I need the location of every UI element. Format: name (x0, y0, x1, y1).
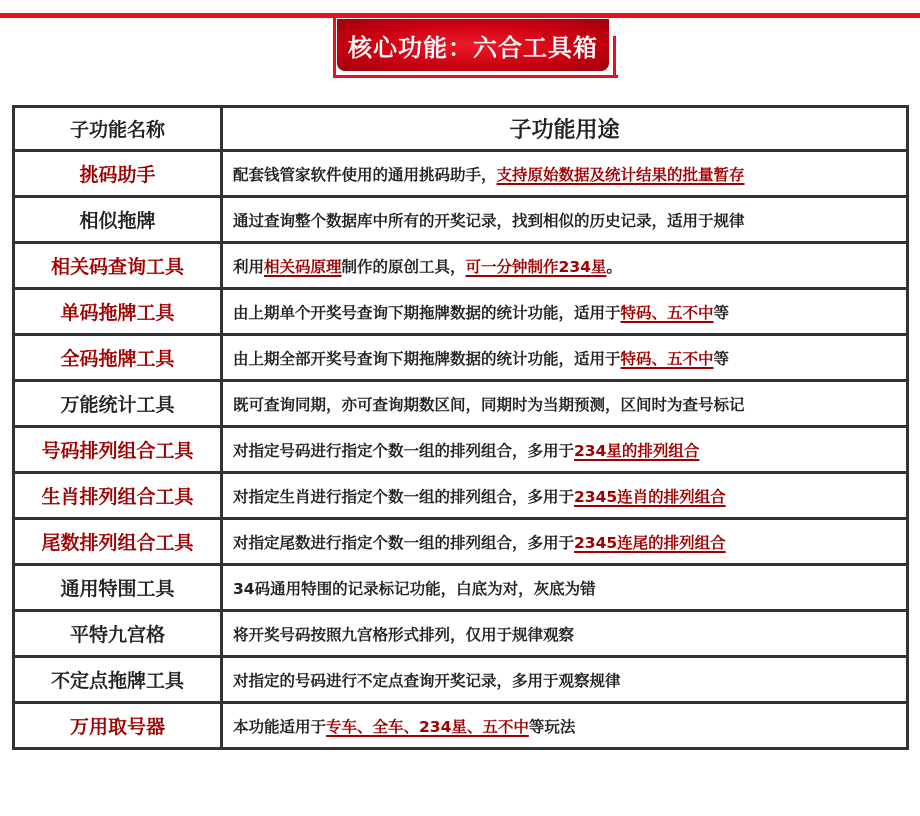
feature-usage (222, 473, 908, 519)
table-row (14, 611, 908, 657)
header-feature-name: 子功能名称 (14, 107, 222, 151)
feature-name: 全码拖牌工具 (14, 335, 222, 381)
table-row (14, 197, 908, 243)
feature-name: 平特九宫格 (14, 611, 222, 657)
usage-text: 本功能适用于 (233, 717, 327, 736)
usage-text: 利用 (233, 257, 265, 276)
usage-text: 34码通用特围的记录标记功能，白底为对，灰底为错 (233, 579, 596, 598)
table-row (14, 473, 908, 519)
feature-usage (222, 197, 908, 243)
highlight-text: 相关码原理 (264, 257, 342, 276)
table-row (14, 151, 908, 197)
feature-usage (222, 335, 908, 381)
usage-text: 配套钱管家软件使用的通用挑码助手， (233, 165, 497, 184)
header-feature-usage: 子功能用途 (222, 107, 908, 151)
table-row (14, 565, 908, 611)
feature-name: 不定点拖牌工具 (14, 657, 222, 703)
feature-usage (222, 151, 908, 197)
table-row (14, 381, 908, 427)
table-header-row (14, 107, 908, 151)
usage-text: 等 (713, 349, 730, 368)
feature-name: 尾数排列组合工具 (14, 519, 222, 565)
table-row (14, 243, 908, 289)
usage-text: 由上期单个开奖号查询下期拖牌数据的统计功能，适用于 (233, 303, 621, 322)
feature-name: 万用取号器 (14, 703, 222, 749)
highlight-text: 特码、五不中 (620, 303, 714, 322)
highlight-text: 支持原始数据及统计结果的批量暂存 (496, 165, 745, 184)
feature-name: 万能统计工具 (14, 381, 222, 427)
feature-usage (222, 703, 908, 749)
table-row (14, 657, 908, 703)
feature-usage (222, 381, 908, 427)
highlight-text: 2345连尾的排列组合 (574, 533, 726, 552)
usage-text: 对指定尾数进行指定个数一组的排列组合，多用于 (233, 533, 575, 552)
feature-usage (222, 289, 908, 335)
highlight-text: 234星的排列组合 (574, 441, 700, 460)
usage-text: 等玩法 (528, 717, 576, 736)
usage-text: 由上期全部开奖号查询下期拖牌数据的统计功能，适用于 (233, 349, 621, 368)
feature-table (12, 105, 909, 750)
usage-text: 对指定号码进行指定个数一组的排列组合，多用于 (233, 441, 575, 460)
feature-name: 相关码查询工具 (14, 243, 222, 289)
feature-usage (222, 611, 908, 657)
usage-text: 既可查询同期，亦可查询期数区间，同期时为当期预测，区间时为查号标记 (233, 395, 745, 414)
feature-usage (222, 519, 908, 565)
table-row (14, 335, 908, 381)
table-row (14, 427, 908, 473)
feature-usage (222, 657, 908, 703)
highlight-text: 可一分钟制作234星 (465, 257, 607, 276)
usage-text: 对指定的号码进行不定点查询开奖记录，多用于观察规律 (233, 671, 621, 690)
feature-name: 号码排列组合工具 (14, 427, 222, 473)
feature-usage (222, 427, 908, 473)
highlight-text: 2345连肖的排列组合 (574, 487, 726, 506)
page-title-banner: 核心功能：六合工具箱 (337, 19, 609, 71)
feature-name: 通用特围工具 (14, 565, 222, 611)
feature-name: 相似拖牌 (14, 197, 222, 243)
usage-text: 通过查询整个数据库中所有的开奖记录，找到相似的历史记录，适用于规律 (233, 211, 745, 230)
feature-usage (222, 565, 908, 611)
usage-text: 制作的原创工具， (341, 257, 466, 276)
usage-text: 等 (713, 303, 730, 322)
table-row (14, 703, 908, 749)
usage-text: 。 (606, 257, 622, 276)
highlight-text: 专车、全车、234星、五不中 (326, 717, 529, 736)
table-row (14, 519, 908, 565)
usage-text: 将开奖号码按照九宫格形式排列，仅用于规律观察 (233, 625, 575, 644)
feature-name: 生肖排列组合工具 (14, 473, 222, 519)
feature-usage (222, 243, 908, 289)
table-row (14, 289, 908, 335)
feature-name: 挑码助手 (14, 151, 222, 197)
feature-name: 单码拖牌工具 (14, 289, 222, 335)
highlight-text: 特码、五不中 (620, 349, 714, 368)
usage-text: 对指定生肖进行指定个数一组的排列组合，多用于 (233, 487, 575, 506)
